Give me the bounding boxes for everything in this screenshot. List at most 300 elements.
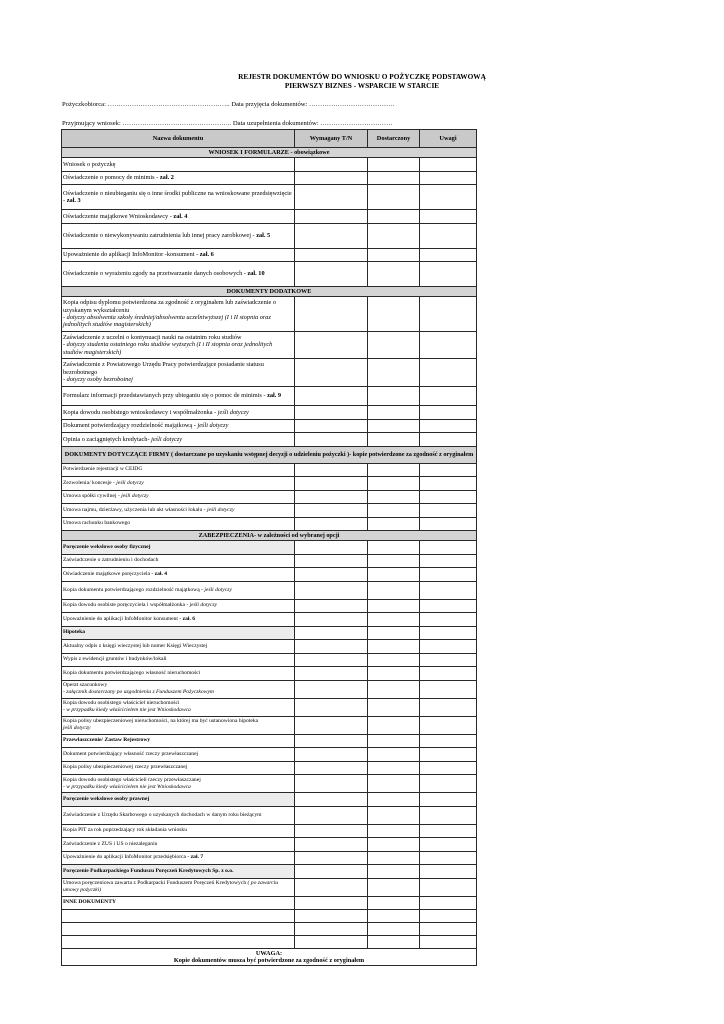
doc-note: - w przypadku kiedy właścicielem nie jest Wnioskodawca bbox=[63, 707, 191, 713]
subsection-title: Hipoteka bbox=[63, 629, 86, 636]
delivered-cell[interactable] bbox=[368, 680, 420, 698]
table-row bbox=[62, 613, 477, 627]
remarks-cell[interactable] bbox=[420, 554, 477, 568]
receiver-line: Przyjmujący wniosek: ………………………………………….. Data uzupełnienia dokumentów: …………………………… bbox=[62, 120, 393, 127]
delivered-cell[interactable] bbox=[368, 185, 420, 210]
document-register-table bbox=[61, 129, 477, 966]
delivered-cell[interactable] bbox=[368, 793, 420, 807]
required-cell[interactable] bbox=[295, 775, 368, 793]
remarks-cell[interactable] bbox=[420, 406, 477, 420]
table-row bbox=[62, 653, 477, 667]
doc-name-text: Umowa rachunku bankowego bbox=[63, 520, 131, 527]
required-cell[interactable] bbox=[295, 824, 368, 838]
title-line-1: REJESTR DOKUMENTÓW DO WNIOSKU O POŻYCZKĘ PODSTAWOWĄ bbox=[238, 72, 486, 81]
column-header-remarks: Uwagi bbox=[420, 130, 477, 148]
delivered-cell[interactable] bbox=[368, 248, 420, 262]
subsection-mortgage bbox=[62, 626, 295, 640]
delivered-cell[interactable] bbox=[368, 171, 420, 185]
delivered-cell[interactable] bbox=[368, 640, 420, 654]
remarks-cell[interactable] bbox=[420, 910, 477, 923]
delivered-cell[interactable] bbox=[368, 599, 420, 613]
table-row bbox=[62, 477, 477, 491]
doc-note: - dotyczy absolwenta szkoły średniej/absolwenta uczelniwyższej (I i II stopnia oraz jednolitych studiów magisterskich) bbox=[63, 314, 271, 329]
remarks-cell[interactable] bbox=[420, 171, 477, 185]
delivered-cell[interactable] bbox=[368, 477, 420, 491]
delivered-cell[interactable] bbox=[368, 387, 420, 406]
doc-name-text: Kopia dowodu osobiste poręczyciela i współmałżonka - bbox=[63, 602, 189, 609]
doc-name-text: Kopia dokumentu potwierdzającego własność nieruchomości bbox=[63, 669, 201, 676]
required-cell[interactable] bbox=[295, 698, 368, 716]
delivered-cell[interactable] bbox=[368, 223, 420, 248]
subsection-transfer bbox=[62, 734, 295, 748]
table-row bbox=[62, 248, 477, 262]
required-cell[interactable] bbox=[295, 477, 368, 491]
doc-name bbox=[62, 406, 295, 420]
doc-name bbox=[62, 599, 295, 613]
remarks-cell[interactable] bbox=[420, 775, 477, 793]
remarks-cell[interactable] bbox=[420, 332, 477, 359]
delivered-cell[interactable] bbox=[368, 490, 420, 504]
table-row bbox=[62, 806, 477, 824]
table-row bbox=[62, 878, 477, 896]
delivered-cell[interactable] bbox=[368, 517, 420, 531]
delivered-cell[interactable] bbox=[368, 504, 420, 518]
doc-note: ( po zawarciu umowy pożyczki) bbox=[63, 880, 279, 893]
doc-name-text: Zaświadczenie z uczelni o kontynuacji nauki na ostatnim roku studiów bbox=[63, 333, 242, 341]
required-cell[interactable] bbox=[295, 517, 368, 531]
doc-name-text: Kopia dowodu osobistego właściciel nieruchomości bbox=[63, 700, 180, 707]
required-cell[interactable] bbox=[295, 406, 368, 420]
required-cell[interactable] bbox=[295, 936, 368, 949]
required-cell[interactable] bbox=[295, 626, 368, 640]
doc-note: jeśli dotyczy bbox=[189, 602, 218, 609]
attachment-tag: zał. 5 bbox=[256, 231, 271, 239]
empty-name-cell[interactable] bbox=[62, 923, 295, 936]
doc-name-text: Kopia odpisu dyplomu potwierdzona za zgodność z oryginałem lub zaświadczenie o uzyskanym wykształceniu bbox=[63, 299, 276, 314]
required-cell[interactable] bbox=[295, 419, 368, 433]
empty-name-cell[interactable] bbox=[62, 936, 295, 949]
doc-name bbox=[62, 490, 295, 504]
doc-note: jeśli dotyczy bbox=[197, 422, 229, 430]
doc-note: - dotyczy osoby bezrobotnej bbox=[63, 376, 133, 384]
doc-name-text: Upoważnienie do aplikacji InfoMonitor -konsument - bbox=[63, 251, 199, 259]
doc-name-text: Upoważnienie do aplikacji InfoMonitor konsument - bbox=[63, 615, 182, 622]
table-row bbox=[62, 433, 477, 447]
attachment-tag: zał. 10 bbox=[247, 270, 265, 278]
required-cell[interactable] bbox=[295, 463, 368, 477]
doc-name bbox=[62, 477, 295, 491]
table-row bbox=[62, 667, 477, 681]
required-cell[interactable] bbox=[295, 667, 368, 681]
delivered-cell[interactable] bbox=[368, 406, 420, 420]
table-row bbox=[62, 262, 477, 287]
delivered-cell[interactable] bbox=[368, 748, 420, 762]
remarks-cell[interactable] bbox=[420, 517, 477, 531]
required-cell[interactable] bbox=[295, 680, 368, 698]
remarks-cell[interactable] bbox=[420, 896, 477, 910]
doc-name bbox=[62, 463, 295, 477]
table-row bbox=[62, 640, 477, 654]
table-row bbox=[62, 297, 477, 332]
table-row bbox=[62, 406, 477, 420]
delivered-cell[interactable] bbox=[368, 262, 420, 287]
footer-note bbox=[62, 949, 477, 966]
doc-name bbox=[62, 433, 295, 447]
doc-name bbox=[62, 517, 295, 531]
remarks-cell[interactable] bbox=[420, 640, 477, 654]
delivered-cell[interactable] bbox=[368, 653, 420, 667]
table-row bbox=[62, 223, 477, 248]
delivered-cell[interactable] bbox=[368, 541, 420, 555]
required-cell[interactable] bbox=[295, 210, 368, 224]
table-row bbox=[62, 554, 477, 568]
doc-name bbox=[62, 775, 295, 793]
doc-name-text: Kopia dowodu osobistego właścicieli rzeczy przewłaszczanej bbox=[63, 776, 201, 783]
doc-note: jeśli dotyczy bbox=[121, 493, 149, 500]
remarks-cell[interactable] bbox=[420, 541, 477, 555]
doc-note: jeśli dotyczy bbox=[204, 586, 232, 593]
table-row bbox=[62, 716, 477, 734]
doc-name bbox=[62, 332, 295, 359]
table-row bbox=[62, 504, 477, 518]
required-cell[interactable] bbox=[295, 599, 368, 613]
remarks-cell[interactable] bbox=[420, 824, 477, 838]
doc-name bbox=[62, 210, 295, 224]
table-row bbox=[62, 387, 477, 406]
doc-name-text: Potwierdzenie rejestracji w CEIDG bbox=[63, 466, 143, 473]
required-cell[interactable] bbox=[295, 896, 368, 910]
section-row bbox=[62, 531, 477, 541]
doc-name bbox=[62, 581, 295, 599]
subsection-title: INNE DOKUMENTY bbox=[63, 899, 116, 906]
doc-name-text: Kopia polisy ubezpieczeniowej nieruchomości, na której ma być ustanowiona hipoteka bbox=[63, 718, 259, 725]
table-row bbox=[62, 698, 477, 716]
doc-name-text: Upoważnienie do aplikacji InfoMonitor przedsiębiorca - bbox=[63, 854, 190, 861]
doc-name bbox=[62, 359, 295, 387]
doc-name-text: Zezwolenia/ koncesje - bbox=[63, 479, 115, 486]
delivered-cell[interactable] bbox=[368, 936, 420, 949]
delivered-cell[interactable] bbox=[368, 824, 420, 838]
page-title bbox=[0, 72, 724, 90]
table-row bbox=[62, 541, 477, 555]
doc-name bbox=[62, 667, 295, 681]
table-row bbox=[62, 748, 477, 762]
section-company: DOKUMENTY DOTYCZĄCE FIRMY ( dostarczane po uzyskaniu wstępnej decyzji o udzieleniu pożyczki )- kopie potwierdzone za zgodność z oryginałem bbox=[62, 446, 477, 463]
table-row bbox=[62, 680, 477, 698]
required-cell[interactable] bbox=[295, 387, 368, 406]
attachment-tag: zał. 7 bbox=[190, 854, 204, 861]
required-cell[interactable] bbox=[295, 653, 368, 667]
table-row bbox=[62, 936, 477, 949]
table-row bbox=[62, 761, 477, 775]
doc-name bbox=[62, 171, 295, 185]
remarks-cell[interactable] bbox=[420, 599, 477, 613]
delivered-cell[interactable] bbox=[368, 210, 420, 224]
delivered-cell[interactable] bbox=[368, 297, 420, 332]
table-row bbox=[62, 581, 477, 599]
remarks-cell[interactable] bbox=[420, 433, 477, 447]
doc-note: jeśli dotyczy bbox=[63, 725, 91, 731]
table-row bbox=[62, 463, 477, 477]
required-cell[interactable] bbox=[295, 297, 368, 332]
remarks-cell[interactable] bbox=[420, 463, 477, 477]
doc-name-text: Wypis z ewidencji gruntów i budynków/lokali bbox=[63, 656, 167, 663]
delivered-cell[interactable] bbox=[368, 851, 420, 865]
doc-name bbox=[62, 568, 295, 582]
remarks-cell[interactable] bbox=[420, 761, 477, 775]
attachment-tag: zał. 3 bbox=[66, 197, 81, 204]
doc-name bbox=[62, 223, 295, 248]
remarks-cell[interactable] bbox=[420, 698, 477, 716]
remarks-cell[interactable] bbox=[420, 748, 477, 762]
delivered-cell[interactable] bbox=[368, 865, 420, 879]
remarks-cell[interactable] bbox=[420, 851, 477, 865]
required-cell[interactable] bbox=[295, 158, 368, 172]
remarks-cell[interactable] bbox=[420, 359, 477, 387]
subsection-other-documents bbox=[62, 896, 295, 910]
doc-name-text: Formularz informacji przedstawianych przy ubieganiu się o pomoc de minimis - bbox=[63, 392, 266, 400]
attachment-tag: zał. 6 bbox=[182, 615, 196, 622]
table-row bbox=[62, 824, 477, 838]
required-cell[interactable] bbox=[295, 262, 368, 287]
doc-name-text: Dokument potwierdzający rozdzielność majątkową - bbox=[63, 422, 196, 430]
title-line-2: PIERWSZY BIZNES - WSPARCIE W STARCIE bbox=[284, 81, 440, 90]
doc-name-text: Zaświadczenie z ZUS i US o niezaleganiu bbox=[63, 840, 158, 847]
table-row bbox=[62, 185, 477, 210]
required-cell[interactable] bbox=[295, 541, 368, 555]
required-cell[interactable] bbox=[295, 748, 368, 762]
footer-note-line1: UWAGA: bbox=[255, 949, 283, 957]
remarks-cell[interactable] bbox=[420, 680, 477, 698]
subsection-title: Poręczenie wekslowe osoby fizycznej bbox=[63, 543, 151, 550]
section-forms: WNIOSEK I FORMULARZE - obowiązkowe bbox=[62, 148, 477, 158]
section-row bbox=[62, 287, 477, 297]
remarks-cell[interactable] bbox=[420, 158, 477, 172]
doc-name-text: Umowa najmu, dzierżawy, użyczenia lub akt własności lokalu - bbox=[63, 506, 206, 513]
delivered-cell[interactable] bbox=[368, 896, 420, 910]
doc-name-text: Opinia o zaciągniętych kredytach- bbox=[63, 435, 150, 443]
delivered-cell[interactable] bbox=[368, 734, 420, 748]
required-cell[interactable] bbox=[295, 185, 368, 210]
doc-name bbox=[62, 806, 295, 824]
required-cell[interactable] bbox=[295, 613, 368, 627]
remarks-cell[interactable] bbox=[420, 568, 477, 582]
subsection-pfpk-surety bbox=[62, 865, 295, 879]
required-cell[interactable] bbox=[295, 504, 368, 518]
remarks-cell[interactable] bbox=[420, 613, 477, 627]
delivered-cell[interactable] bbox=[368, 626, 420, 640]
subsection-title: Poręczenie Podkarpackiego Funduszu Poręczeń Kredytowych Sp. z o.o. bbox=[63, 867, 234, 874]
doc-name bbox=[62, 504, 295, 518]
required-cell[interactable] bbox=[295, 433, 368, 447]
doc-note: - dotyczy studenta ostatniego roku studiów wyższych (I i II stopnia oraz jednolitych studiów magisterskich) bbox=[63, 341, 273, 356]
doc-name-text: Umowa spółki cywilnej - bbox=[63, 493, 120, 500]
remarks-cell[interactable] bbox=[420, 477, 477, 491]
delivered-cell[interactable] bbox=[368, 359, 420, 387]
table-row bbox=[62, 419, 477, 433]
required-cell[interactable] bbox=[295, 581, 368, 599]
delivered-cell[interactable] bbox=[368, 332, 420, 359]
doc-name bbox=[62, 419, 295, 433]
doc-name-text: Oświadczenie o pomocy de minimis - bbox=[63, 174, 159, 182]
section-additional: DOKUMENTY DODATKOWE bbox=[62, 287, 477, 297]
column-header-required: Wymagany T/N bbox=[295, 130, 368, 148]
doc-name bbox=[62, 824, 295, 838]
remarks-cell[interactable] bbox=[420, 865, 477, 879]
doc-name-text: Zaświadczenie z Powiatowego Urzędu Pracy potwierdzające posiadanie statusu bezrobotnego bbox=[63, 361, 264, 376]
required-cell[interactable] bbox=[295, 761, 368, 775]
remarks-cell[interactable] bbox=[420, 716, 477, 734]
doc-name bbox=[62, 680, 295, 698]
delivered-cell[interactable] bbox=[368, 775, 420, 793]
required-cell[interactable] bbox=[295, 851, 368, 865]
delivered-cell[interactable] bbox=[368, 716, 420, 734]
subsection-title: Przewłaszczenie/ Zastaw Rejestrowy bbox=[63, 737, 151, 744]
attachment-tag: zał. 4 bbox=[154, 570, 168, 577]
remarks-cell[interactable] bbox=[420, 626, 477, 640]
remarks-cell[interactable] bbox=[420, 667, 477, 681]
doc-name-text: Kopia PIT za rok poprzedzający rok składania wniosku bbox=[63, 827, 188, 834]
attachment-tag: zał. 9 bbox=[267, 392, 282, 400]
required-cell[interactable] bbox=[295, 910, 368, 923]
delivered-cell[interactable] bbox=[368, 910, 420, 923]
doc-note: jeśli dotyczy bbox=[151, 435, 183, 443]
doc-name bbox=[62, 640, 295, 654]
required-cell[interactable] bbox=[295, 734, 368, 748]
doc-name-text: Oświadczenie o nieubieganiu się o inne środki publiczne na wnioskowane przedsięwzięcie - bbox=[63, 189, 292, 204]
table-row bbox=[62, 865, 477, 879]
delivered-cell[interactable] bbox=[368, 554, 420, 568]
doc-name-text: Zaświadczenie o zatrudnieniu i dochodach bbox=[63, 557, 159, 564]
footer-note-row bbox=[62, 949, 477, 966]
table-row bbox=[62, 734, 477, 748]
doc-name bbox=[62, 851, 295, 865]
delivered-cell[interactable] bbox=[368, 419, 420, 433]
required-cell[interactable] bbox=[295, 923, 368, 936]
delivered-cell[interactable] bbox=[368, 806, 420, 824]
doc-name bbox=[62, 838, 295, 852]
doc-name bbox=[62, 185, 295, 210]
remarks-cell[interactable] bbox=[420, 581, 477, 599]
table-row bbox=[62, 626, 477, 640]
delivered-cell[interactable] bbox=[368, 463, 420, 477]
doc-name bbox=[62, 716, 295, 734]
remarks-cell[interactable] bbox=[420, 223, 477, 248]
required-cell[interactable] bbox=[295, 359, 368, 387]
required-cell[interactable] bbox=[295, 838, 368, 852]
attachment-tag: zał. 2 bbox=[159, 174, 174, 182]
required-cell[interactable] bbox=[295, 332, 368, 359]
remarks-cell[interactable] bbox=[420, 504, 477, 518]
remarks-cell[interactable] bbox=[420, 248, 477, 262]
section-collateral: ZABEZPIECZENIA- w zależności od wybranej opcji bbox=[62, 531, 477, 541]
remarks-cell[interactable] bbox=[420, 838, 477, 852]
delivered-cell[interactable] bbox=[368, 698, 420, 716]
doc-name bbox=[62, 262, 295, 287]
delivered-cell[interactable] bbox=[368, 433, 420, 447]
remarks-cell[interactable] bbox=[420, 878, 477, 896]
table-row bbox=[62, 793, 477, 807]
delivered-cell[interactable] bbox=[368, 581, 420, 599]
required-cell[interactable] bbox=[295, 171, 368, 185]
delivered-cell[interactable] bbox=[368, 923, 420, 936]
required-cell[interactable] bbox=[295, 640, 368, 654]
remarks-cell[interactable] bbox=[420, 185, 477, 210]
required-cell[interactable] bbox=[295, 490, 368, 504]
doc-name-text: Oświadczenie majątkowe poręczyciela - bbox=[63, 570, 154, 577]
doc-name-text: Kopia dowodu osobistego wnioskodawcy i współmałżonka - bbox=[63, 408, 217, 416]
column-header-delivered: Dostarczony bbox=[368, 130, 420, 148]
required-cell[interactable] bbox=[295, 793, 368, 807]
required-cell[interactable] bbox=[295, 865, 368, 879]
remarks-cell[interactable] bbox=[420, 210, 477, 224]
delivered-cell[interactable] bbox=[368, 158, 420, 172]
required-cell[interactable] bbox=[295, 878, 368, 896]
remarks-cell[interactable] bbox=[420, 262, 477, 287]
table-row bbox=[62, 568, 477, 582]
doc-name bbox=[62, 297, 295, 332]
subsection-personal-surety bbox=[62, 541, 295, 555]
delivered-cell[interactable] bbox=[368, 613, 420, 627]
remarks-cell[interactable] bbox=[420, 923, 477, 936]
doc-name bbox=[62, 158, 295, 172]
doc-name-text: Zaświadczenie z Urzędu Skarbowego o uzyskanych dochodach w danym roku bieżącym bbox=[63, 811, 262, 818]
table-row bbox=[62, 896, 477, 910]
doc-note: jeśli dotyczy bbox=[206, 506, 235, 513]
remarks-cell[interactable] bbox=[420, 387, 477, 406]
table-row bbox=[62, 923, 477, 936]
remarks-cell[interactable] bbox=[420, 419, 477, 433]
remarks-cell[interactable] bbox=[420, 653, 477, 667]
required-cell[interactable] bbox=[295, 223, 368, 248]
table-row bbox=[62, 851, 477, 865]
table-row bbox=[62, 517, 477, 531]
table-row bbox=[62, 210, 477, 224]
borrower-line: Pożyczkobiorca: ……………………………………………….. Data przyjęcia dokumentów: ………………………………… bbox=[62, 101, 395, 108]
attachment-tag: zał. 6 bbox=[199, 251, 214, 259]
required-cell[interactable] bbox=[295, 568, 368, 582]
remarks-cell[interactable] bbox=[420, 490, 477, 504]
table-row bbox=[62, 599, 477, 613]
empty-name-cell[interactable] bbox=[62, 910, 295, 923]
delivered-cell[interactable] bbox=[368, 838, 420, 852]
remarks-cell[interactable] bbox=[420, 734, 477, 748]
doc-name bbox=[62, 248, 295, 262]
doc-name bbox=[62, 387, 295, 406]
doc-name bbox=[62, 554, 295, 568]
section-row bbox=[62, 446, 477, 463]
delivered-cell[interactable] bbox=[368, 761, 420, 775]
table-row bbox=[62, 490, 477, 504]
remarks-cell[interactable] bbox=[420, 806, 477, 824]
required-cell[interactable] bbox=[295, 806, 368, 824]
doc-name-text: Kopia dokumentu potwierdzającego rozdzielność majątkową - bbox=[63, 586, 203, 593]
delivered-cell[interactable] bbox=[368, 878, 420, 896]
remarks-cell[interactable] bbox=[420, 793, 477, 807]
remarks-cell[interactable] bbox=[420, 936, 477, 949]
delivered-cell[interactable] bbox=[368, 667, 420, 681]
remarks-cell[interactable] bbox=[420, 297, 477, 332]
doc-name-text: Aktualny odpis z księgi wieczystej lub numer Księgi Wieczystej bbox=[63, 642, 208, 649]
required-cell[interactable] bbox=[295, 248, 368, 262]
section-row bbox=[62, 148, 477, 158]
required-cell[interactable] bbox=[295, 716, 368, 734]
table-header-row bbox=[62, 130, 477, 148]
required-cell[interactable] bbox=[295, 554, 368, 568]
table-row bbox=[62, 171, 477, 185]
delivered-cell[interactable] bbox=[368, 568, 420, 582]
doc-name bbox=[62, 613, 295, 627]
